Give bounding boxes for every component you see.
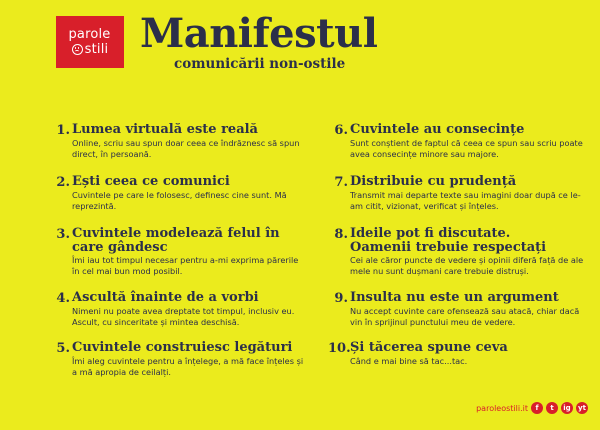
item-number: 8. bbox=[334, 227, 348, 242]
item-text: Îmi iau tot timpul necesar pentru a-mi exprima părerile în cel mai bun mod posibil. bbox=[72, 255, 299, 276]
item-number: 2. bbox=[56, 175, 70, 190]
item-text: Când e mai bine să tac...tac. bbox=[350, 356, 468, 366]
item-number: 1. bbox=[56, 123, 70, 138]
item-text: Cei ale căror puncte de vedere și opinii diferă față de ale mele nu sunt dușmani care trebuie distruși. bbox=[350, 255, 584, 276]
item-title: Cuvintele au consecințe bbox=[350, 122, 525, 137]
facebook-icon[interactable]: f bbox=[531, 402, 543, 414]
logo-line-1: parole bbox=[68, 26, 111, 42]
item-text: Online, scriu sau spun doar ceea ce îndrăznesc să spun direct, în persoană. bbox=[72, 138, 300, 159]
logo-line-2 bbox=[72, 43, 109, 57]
item-title: Cuvintele construiesc legături bbox=[72, 340, 293, 355]
item-text: Nimeni nu poate avea dreptate tot timpul, inclusiv eu. Ascult, cu sinceritate și mintea deschisă. bbox=[72, 306, 295, 327]
item-title: Cuvintele modelează felul în care gândesc bbox=[72, 226, 280, 255]
item-title: Ascultă înainte de a vorbi bbox=[72, 290, 259, 305]
parole-ostili-logo bbox=[56, 16, 124, 68]
item-number: 7. bbox=[334, 175, 348, 190]
item-title: Ești ceea ce comunici bbox=[72, 174, 230, 189]
page-subtitle: comunicării non-ostile bbox=[174, 56, 346, 72]
frown-face-icon bbox=[72, 44, 83, 55]
website-link[interactable]: paroleostili.it bbox=[476, 404, 528, 413]
item-number: 4. bbox=[56, 291, 70, 306]
item-number: 3. bbox=[56, 227, 70, 242]
youtube-icon[interactable]: yt bbox=[576, 402, 588, 414]
item-number: 9. bbox=[334, 291, 348, 306]
item-title: Și tăcerea spune ceva bbox=[350, 340, 508, 355]
item-text: Cuvintele pe care le folosesc, definesc cine sunt. Mă reprezintă. bbox=[72, 190, 287, 211]
social-links bbox=[531, 402, 588, 414]
item-title: Lumea virtuală este reală bbox=[72, 122, 258, 137]
logo-line-2-text: stili bbox=[84, 41, 109, 57]
item-title: Ideile pot fi discutate. Oamenii trebuie respectați bbox=[350, 226, 547, 255]
item-text: Sunt conștient de faptul că ceea ce spun sau scriu poate avea consecințe minore sau majore. bbox=[350, 138, 583, 159]
item-text: Îmi aleg cuvintele pentru a înțelege, a mă face înțeles și a mă apropia de ceilalți. bbox=[72, 356, 304, 377]
item-text: Transmit mai departe texte sau imagini doar după ce le-am citit, vizionat, verificat și înțeles. bbox=[350, 190, 581, 211]
item-number: 10. bbox=[328, 341, 351, 356]
twitter-icon[interactable]: t bbox=[546, 402, 558, 414]
item-text: Nu accept cuvinte care ofensează sau atacă, chiar dacă vin în sprijinul punctului meu de vedere. bbox=[350, 306, 580, 327]
page-title: Manifestul bbox=[140, 10, 378, 57]
item-title: Distribuie cu prudență bbox=[350, 174, 517, 189]
item-number: 6. bbox=[334, 123, 348, 138]
item-number: 5. bbox=[56, 341, 70, 356]
instagram-icon[interactable]: ig bbox=[561, 402, 573, 414]
item-title: Insulta nu este un argument bbox=[350, 290, 559, 305]
